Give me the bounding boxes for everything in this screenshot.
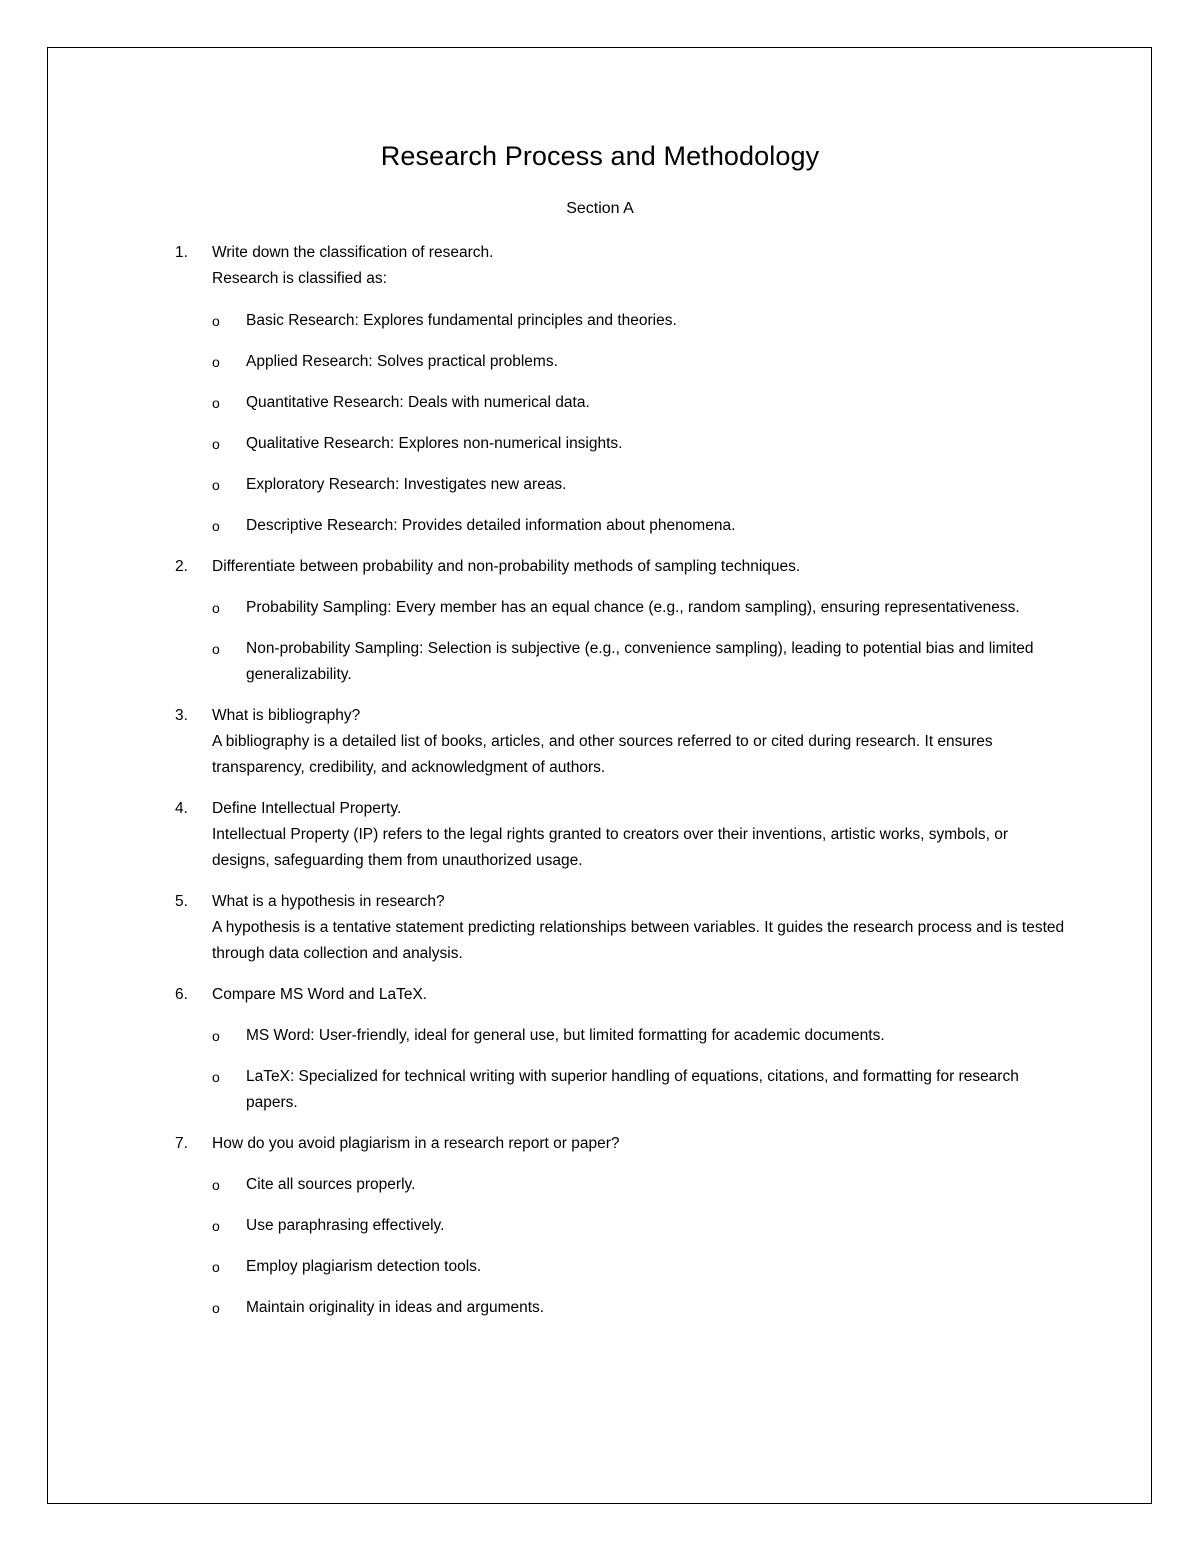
question-text: Compare MS Word and LaTeX.	[212, 986, 428, 1003]
bullet-circle-icon: o	[212, 477, 220, 493]
question-text: What is bibliography?	[212, 707, 361, 724]
question-item	[175, 240, 1065, 292]
bullet-circle-icon: o	[212, 1028, 220, 1044]
question-number: 5.	[175, 893, 188, 910]
question-text: Define Intellectual Property.	[212, 800, 402, 817]
bullet-text: Non-probability Sampling: Selection is subjective (e.g., convenience sampling), leading to potential bias and limited generalizability.	[246, 640, 1034, 683]
bullet-item	[175, 1064, 1065, 1116]
bullet-circle-icon: o	[212, 641, 220, 657]
bullet-item	[175, 1172, 1065, 1198]
section-heading: Section A	[566, 200, 634, 217]
bullet-item	[175, 349, 1065, 375]
bullet-text: Qualitative Research: Explores non-numerical insights.	[246, 435, 623, 452]
bullet-circle-icon: o	[212, 600, 220, 616]
bullet-text: Probability Sampling: Every member has an equal chance (e.g., random sampling), ensuring representativeness.	[246, 599, 1020, 616]
question-text: Differentiate between probability and non-probability methods of sampling techniques.	[212, 558, 801, 575]
bullet-circle-icon: o	[212, 313, 220, 329]
question-number: 1.	[175, 244, 188, 261]
question-item	[175, 982, 1065, 1008]
bullet-circle-icon: o	[212, 354, 220, 370]
bullet-circle-icon: o	[212, 436, 220, 452]
bullet-item	[175, 472, 1065, 498]
bullet-list	[175, 1023, 1065, 1116]
question-number: 2.	[175, 558, 188, 575]
question-item	[175, 1131, 1065, 1157]
bullet-text: Use paraphrasing effectively.	[246, 1217, 445, 1234]
question-text: What is a hypothesis in research?	[212, 893, 445, 910]
bullet-text: Cite all sources properly.	[246, 1176, 416, 1193]
answer-text: A bibliography is a detailed list of books, articles, and other sources referred to or cited during research. It ensures transparency, credibility, and acknowledgment of authors.	[212, 733, 993, 776]
bullet-text: Maintain originality in ideas and arguments.	[246, 1299, 545, 1316]
bullet-circle-icon: o	[212, 1300, 220, 1316]
bullet-circle-icon: o	[212, 1259, 220, 1275]
document-title: Research Process and Methodology	[380, 141, 820, 171]
question-item	[175, 554, 1065, 580]
question-item	[175, 796, 1065, 874]
bullet-text: Exploratory Research: Investigates new areas.	[246, 476, 567, 493]
bullet-item	[175, 431, 1065, 457]
question-number: 7.	[175, 1135, 188, 1152]
bullet-item	[175, 390, 1065, 416]
bullet-circle-icon: o	[212, 1069, 220, 1085]
bullet-circle-icon: o	[212, 1218, 220, 1234]
bullet-item	[175, 1295, 1065, 1321]
bullet-text: Applied Research: Solves practical problems.	[246, 353, 558, 370]
bullet-circle-icon: o	[212, 518, 220, 534]
bullet-text: Employ plagiarism detection tools.	[246, 1258, 482, 1275]
bullet-list	[175, 1172, 1065, 1321]
question-number: 3.	[175, 707, 188, 724]
bullet-text: Descriptive Research: Provides detailed information about phenomena.	[246, 517, 736, 534]
answer-text: Research is classified as:	[212, 270, 387, 287]
bullet-text: LaTeX: Specialized for technical writing with superior handling of equations, citations, and formatting for research papers.	[246, 1068, 1019, 1111]
answer-text: Intellectual Property (IP) refers to the legal rights granted to creators over their inventions, artistic works, symbols, or designs, safeguarding them from unauthorized usage.	[212, 826, 1008, 869]
question-number: 6.	[175, 986, 188, 1003]
question-item	[175, 703, 1065, 781]
bullet-item	[175, 595, 1065, 621]
bullet-item	[175, 308, 1065, 334]
question-text: How do you avoid plagiarism in a research report or paper?	[212, 1135, 620, 1152]
bullet-item	[175, 1213, 1065, 1239]
bullet-item	[175, 513, 1065, 539]
bullet-list	[175, 595, 1065, 688]
question-number: 4.	[175, 800, 188, 817]
question-item	[175, 889, 1065, 967]
question-text: Write down the classification of research.	[212, 244, 494, 261]
bullet-text: MS Word: User-friendly, ideal for general use, but limited formatting for academic documents.	[246, 1027, 885, 1044]
answer-text: A hypothesis is a tentative statement predicting relationships between variables. It guides the research process and is tested through data collection and analysis.	[212, 919, 1065, 962]
bullet-circle-icon: o	[212, 395, 220, 411]
question-list	[175, 240, 1065, 1321]
bullet-item	[175, 1254, 1065, 1280]
bullet-text: Quantitative Research: Deals with numerical data.	[246, 394, 590, 411]
bullet-circle-icon: o	[212, 1177, 220, 1193]
bullet-text: Basic Research: Explores fundamental principles and theories.	[246, 312, 677, 329]
bullet-list	[175, 308, 1065, 539]
bullet-item	[175, 1023, 1065, 1049]
bullet-item	[175, 636, 1065, 688]
